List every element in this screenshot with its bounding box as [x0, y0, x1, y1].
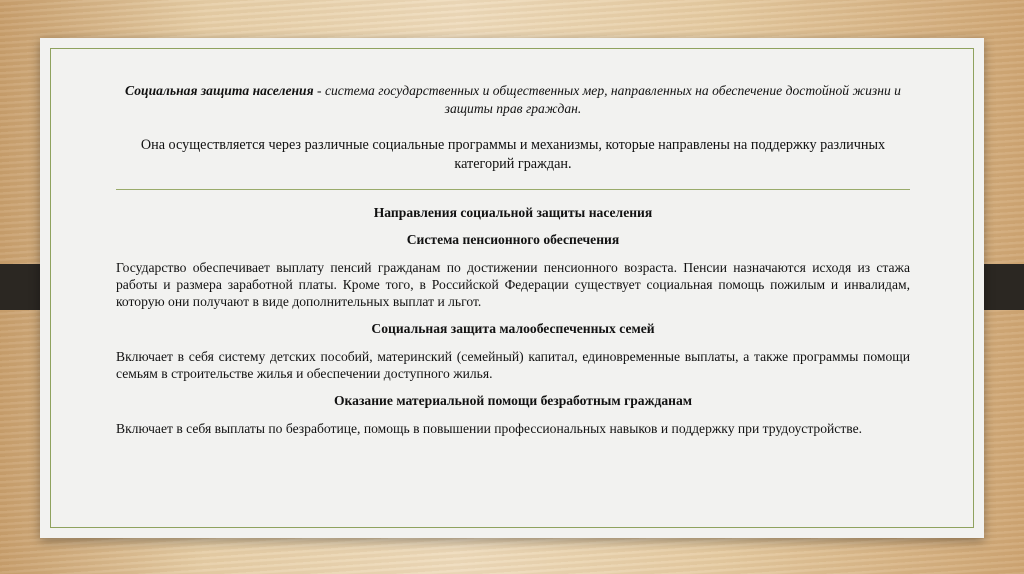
section-text-pension: Государство обеспечивает выплату пенсий гражданам по достижении пенсионного возраста. Пенсии назначаются исходя из стажа работы и размера заработной платы. Кроме того, в Российской Федерации существует социальная помощь пожилым и инвалидам, которую они получают в виде дополнительных выплат и льгот.: [116, 260, 910, 309]
divider-line: [116, 189, 910, 190]
section-title-unemployed: Оказание материальной помощи безработным гражданам: [333, 393, 693, 408]
intro-term: Социальная защита населения: [125, 83, 314, 98]
section-text-unemployed: Включает в себя выплаты по безработице, помощь в повышении профессиональных навыков и поддержку при трудоустройстве.: [116, 421, 863, 436]
section-title-pension: Система пенсионного обеспечения: [406, 232, 620, 247]
section-title-low-income: Социальная защита малообеспеченных семей: [371, 321, 655, 336]
lead-paragraph: Она осуществляется через различные социальные программы и механизмы, которые направлены на поддержку различных категорий граждан.: [140, 137, 886, 172]
intro-definition-text: - система государственных и общественных мер, направленных на обеспечение достойной жизни и защиты прав граждан.: [313, 83, 901, 116]
directions-heading: Направления социальной защиты населения: [373, 205, 653, 220]
intro-definition: [116, 82, 910, 118]
slide-card: [40, 38, 984, 538]
section-text-low-income: Включает в себя систему детских пособий, материнский (семейный) капитал, единовременные выплаты, а также программы помощи семьям в строительстве жилья и обеспечении доступного жилья.: [116, 349, 910, 381]
slide-content: [116, 82, 910, 437]
